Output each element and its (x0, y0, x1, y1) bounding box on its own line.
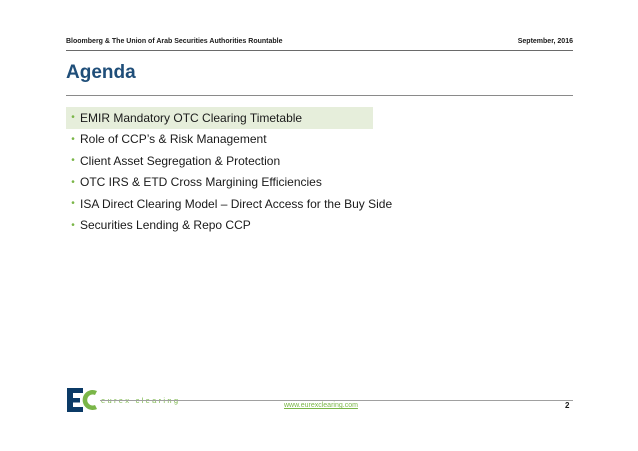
agenda-list (66, 107, 392, 236)
agenda-item-label: Client Asset Segregation & Protection (80, 153, 281, 168)
agenda-item-label: Role of CCP’s & Risk Management (80, 132, 267, 147)
bullet-icon: • (71, 219, 75, 231)
agenda-item-6 (66, 215, 392, 237)
logo-wordmark: eurex clearing (101, 396, 181, 405)
footer-website-link[interactable]: www.eurexclearing.com (284, 402, 358, 409)
agenda-item-3 (66, 150, 392, 172)
agenda-item-1 (66, 107, 373, 129)
bullet-icon: • (71, 176, 75, 188)
bullet-icon: • (71, 133, 75, 145)
agenda-item-label: OTC IRS & ETD Cross Margining Efficiencies (80, 175, 322, 190)
page-number: 2 (565, 401, 570, 410)
bullet-icon: • (71, 198, 75, 210)
ec-mark-icon (67, 388, 97, 412)
header-date: September, 2016 (517, 38, 573, 45)
slide-title: Agenda (66, 62, 136, 83)
slide-header (66, 38, 573, 45)
agenda-item-2 (66, 129, 392, 151)
bullet-icon: • (71, 155, 75, 167)
agenda-item-4 (66, 172, 392, 194)
title-divider (66, 95, 573, 96)
agenda-item-label: Securities Lending & Repo CCP (80, 218, 251, 233)
agenda-item-label: ISA Direct Clearing Model – Direct Access for the Buy Side (80, 196, 393, 211)
agenda-item-5 (66, 193, 392, 215)
bullet-icon: • (71, 112, 75, 124)
header-divider (66, 50, 573, 51)
agenda-item-label: EMIR Mandatory OTC Clearing Timetable (80, 110, 303, 125)
header-left-text: Bloomberg & The Union of Arab Securities Authorities Rountable (66, 38, 283, 45)
footer-divider (100, 400, 573, 401)
